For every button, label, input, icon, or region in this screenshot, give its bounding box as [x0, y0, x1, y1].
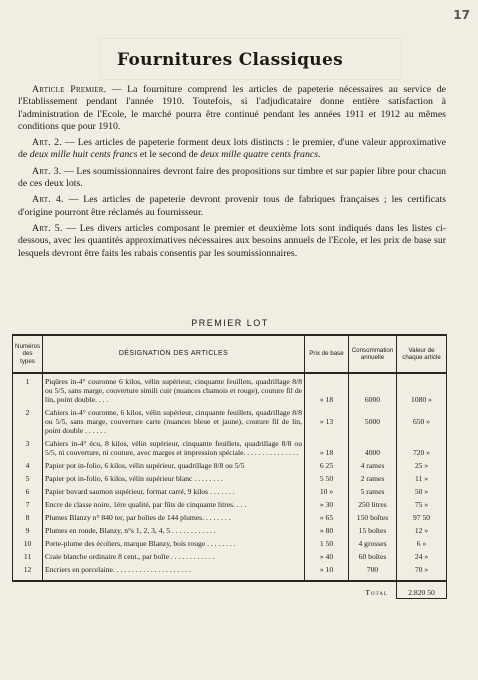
row-value: 75 » [397, 497, 447, 510]
article-text: et le second de [137, 149, 201, 161]
row-num: 12 [13, 562, 43, 581]
row-desc: Encre de classe noire, 1ère qualité, par fûts de cinquante litres. . . . [43, 497, 305, 510]
row-price: » 30 [305, 497, 349, 510]
article-text: — Les soumissionnaires devront faire des propositions sur timbre et sur papier libre pour chacun de ces deux lots. [18, 165, 446, 190]
row-conso: 700 [349, 562, 397, 581]
row-value: 50 » [397, 484, 447, 497]
table-row [13, 510, 447, 523]
row-conso: 60 boîtes [349, 549, 397, 562]
row-value: 25 » [397, 458, 447, 471]
row-price: » 18 [305, 373, 349, 405]
table-row [13, 373, 447, 405]
row-desc: Plumes Blanzy n° 840 ter, par boîtes de 144 plumes. . . . . . . . [43, 510, 305, 523]
total-label: Total [365, 588, 388, 597]
row-value: 650 » [397, 405, 447, 436]
header-designation: DÉSIGNATION DES ARTICLES [43, 335, 305, 373]
row-price: 5 50 [305, 471, 349, 484]
article-3 [18, 166, 446, 191]
row-price: 10 » [305, 484, 349, 497]
row-conso: 5 rames [349, 484, 397, 497]
row-value: 1080 » [397, 373, 447, 405]
table-row [13, 562, 447, 581]
row-desc: Craie blanche ordinaire 8 cent., par boîte . . . . . . . . . . . . [43, 549, 305, 562]
row-desc: Porte-plume des écoliers, marque Blanzy, bois rouge . . . . . . . . [43, 536, 305, 549]
row-conso: 15 boîtes [349, 523, 397, 536]
article-label: Art. 2. [32, 137, 62, 149]
table-row [13, 405, 447, 436]
article-label: Art. 4. [32, 194, 64, 206]
row-conso: 6000 [349, 373, 397, 405]
row-conso: 4 grosses [349, 536, 397, 549]
supplies-table [12, 334, 447, 599]
table-row [13, 458, 447, 471]
row-conso: 4000 [349, 436, 397, 458]
row-desc: Cahiers in-4° écu, 8 kilos, vélin supérieur, cinquante feuillets, quadrillage 8/8 ou 5/5, ni couverture, ni couture, avec marges et impression spéciale. . . . . . . . . . . . . . . [43, 436, 305, 458]
article-5 [18, 223, 446, 260]
row-conso: 250 litres [349, 497, 397, 510]
total-value: 2.820 50 [397, 581, 447, 599]
row-desc: Papier pot in-folio, 6 kilos, vélin supérieur, quadrillage 8/8 ou 5/5 [43, 458, 305, 471]
article-text: — Les divers articles composant le premier et deuxième lots sont indiqués dans les listes ci-dessous, avec les quantités approximatives nécessaires aux besoins annuels de l'Ecole, et les prix de base sur lesquels devront être faits les rabais consentis par les soumissionnaires. [18, 222, 446, 259]
row-conso: 150 boîtes [349, 510, 397, 523]
article-label: Art. 5. [32, 222, 63, 234]
article-text: . [318, 149, 321, 161]
row-num: 6 [13, 484, 43, 497]
row-price: » 18 [305, 436, 349, 458]
row-desc: Plumes en ronde, Blanzy, n°s 1, 2, 3, 4, 5 . . . . . . . . . . . . [43, 523, 305, 536]
row-conso: 5000 [349, 405, 397, 436]
articles-text [18, 84, 446, 264]
row-desc: Papier pot in-folio, 6 kilos, vélin supérieur blanc . . . . . . . . [43, 471, 305, 484]
row-price: » 65 [305, 510, 349, 523]
table-row [13, 536, 447, 549]
row-price: 1 50 [305, 536, 349, 549]
row-conso: 4 rames [349, 458, 397, 471]
row-desc: Papier buvard saumon supérieur, format carré, 9 kilos . . . . . . . [43, 484, 305, 497]
page-title: Fournitures Classiques [117, 50, 343, 70]
table-row [13, 436, 447, 458]
row-price: 6 25 [305, 458, 349, 471]
row-conso: 2 rames [349, 471, 397, 484]
header-consumption: Consommation annuelle [349, 335, 397, 373]
article-text: — Les articles de papeterie devront provenir tous de fabriques françaises ; les certificats d'origine pourront être réclamés au fournisseur. [18, 194, 446, 218]
row-price: » 13 [305, 405, 349, 436]
article-4 [18, 194, 446, 219]
table-row [13, 484, 447, 497]
total-row [13, 581, 447, 599]
article-text: — La fourniture comprend les articles de papeterie nécessaires au service de l'Etablissement pendant l'année 1910. Toutefois, si l'adjudicataire donne entière satisfaction à l'administration de l'Ecole, le marché pourra être continué pendant les années 1911 et 1912 au mêmes conditions que pour 1910. [18, 84, 446, 132]
row-value: 70 » [397, 562, 447, 581]
row-value: 11 » [397, 471, 447, 484]
row-num: 7 [13, 497, 43, 510]
article-text: — Les articles de papeterie forment deux lots distincts : le premier, d'une valeur approximative de [18, 137, 447, 161]
row-desc: Encriers en porcelaine. . . . . . . . . . . . . . . . . . . . . [43, 562, 305, 581]
row-desc: Cahiers in-4° couronne, 6 kilos, vélin supérieur, cinquante feuillets, quadrillage 8/8 ou 5/5, sans marge, couverture carte (nuances bleue et jaune), couture fil de lin, point double . . . . . . [43, 405, 305, 436]
row-price: » 40 [305, 549, 349, 562]
header-num: Numéros des types [13, 335, 43, 373]
row-num: 1 [13, 373, 43, 405]
row-value: 720 » [397, 436, 447, 458]
row-num: 8 [13, 510, 43, 523]
row-price: » 10 [305, 562, 349, 581]
row-num: 11 [13, 549, 43, 562]
row-num: 4 [13, 458, 43, 471]
article-2 [18, 137, 446, 162]
table-header-row [13, 335, 447, 373]
header-price: Prix de base [305, 335, 349, 373]
table-row [13, 497, 447, 510]
row-num: 3 [13, 436, 43, 458]
row-value: 6 » [397, 536, 447, 549]
row-num: 5 [13, 471, 43, 484]
row-value: 24 » [397, 549, 447, 562]
row-num: 10 [13, 536, 43, 549]
article-premier [18, 84, 446, 133]
section-title: PREMIER LOT [191, 318, 269, 328]
row-value: 97 50 [397, 510, 447, 523]
row-num: 2 [13, 405, 43, 436]
total-spacer [13, 581, 43, 599]
row-value: 12 » [397, 523, 447, 536]
table-row [13, 549, 447, 562]
article-italic-amount: deux mille quatre cents francs [200, 149, 319, 161]
row-desc: Piqûres in-4° couronne 6 kilos, vélin supérieur, cinquante feuillets, quadrillage 8/8 ou 5/5, sans marge, couverture simili cuir (nuances chamois et rouge), couture fil de lin, point double. . . . [43, 373, 305, 405]
table-row [13, 523, 447, 536]
row-num: 9 [13, 523, 43, 536]
header-value: Valeur de chaque article [397, 335, 447, 373]
article-label: Article Premier. [32, 84, 107, 95]
article-italic-amount: deux mille huit cents francs [29, 149, 138, 161]
table-row [13, 471, 447, 484]
page-number: 17 [453, 8, 470, 22]
row-price: » 80 [305, 523, 349, 536]
article-label: Art. 3. [32, 165, 62, 177]
